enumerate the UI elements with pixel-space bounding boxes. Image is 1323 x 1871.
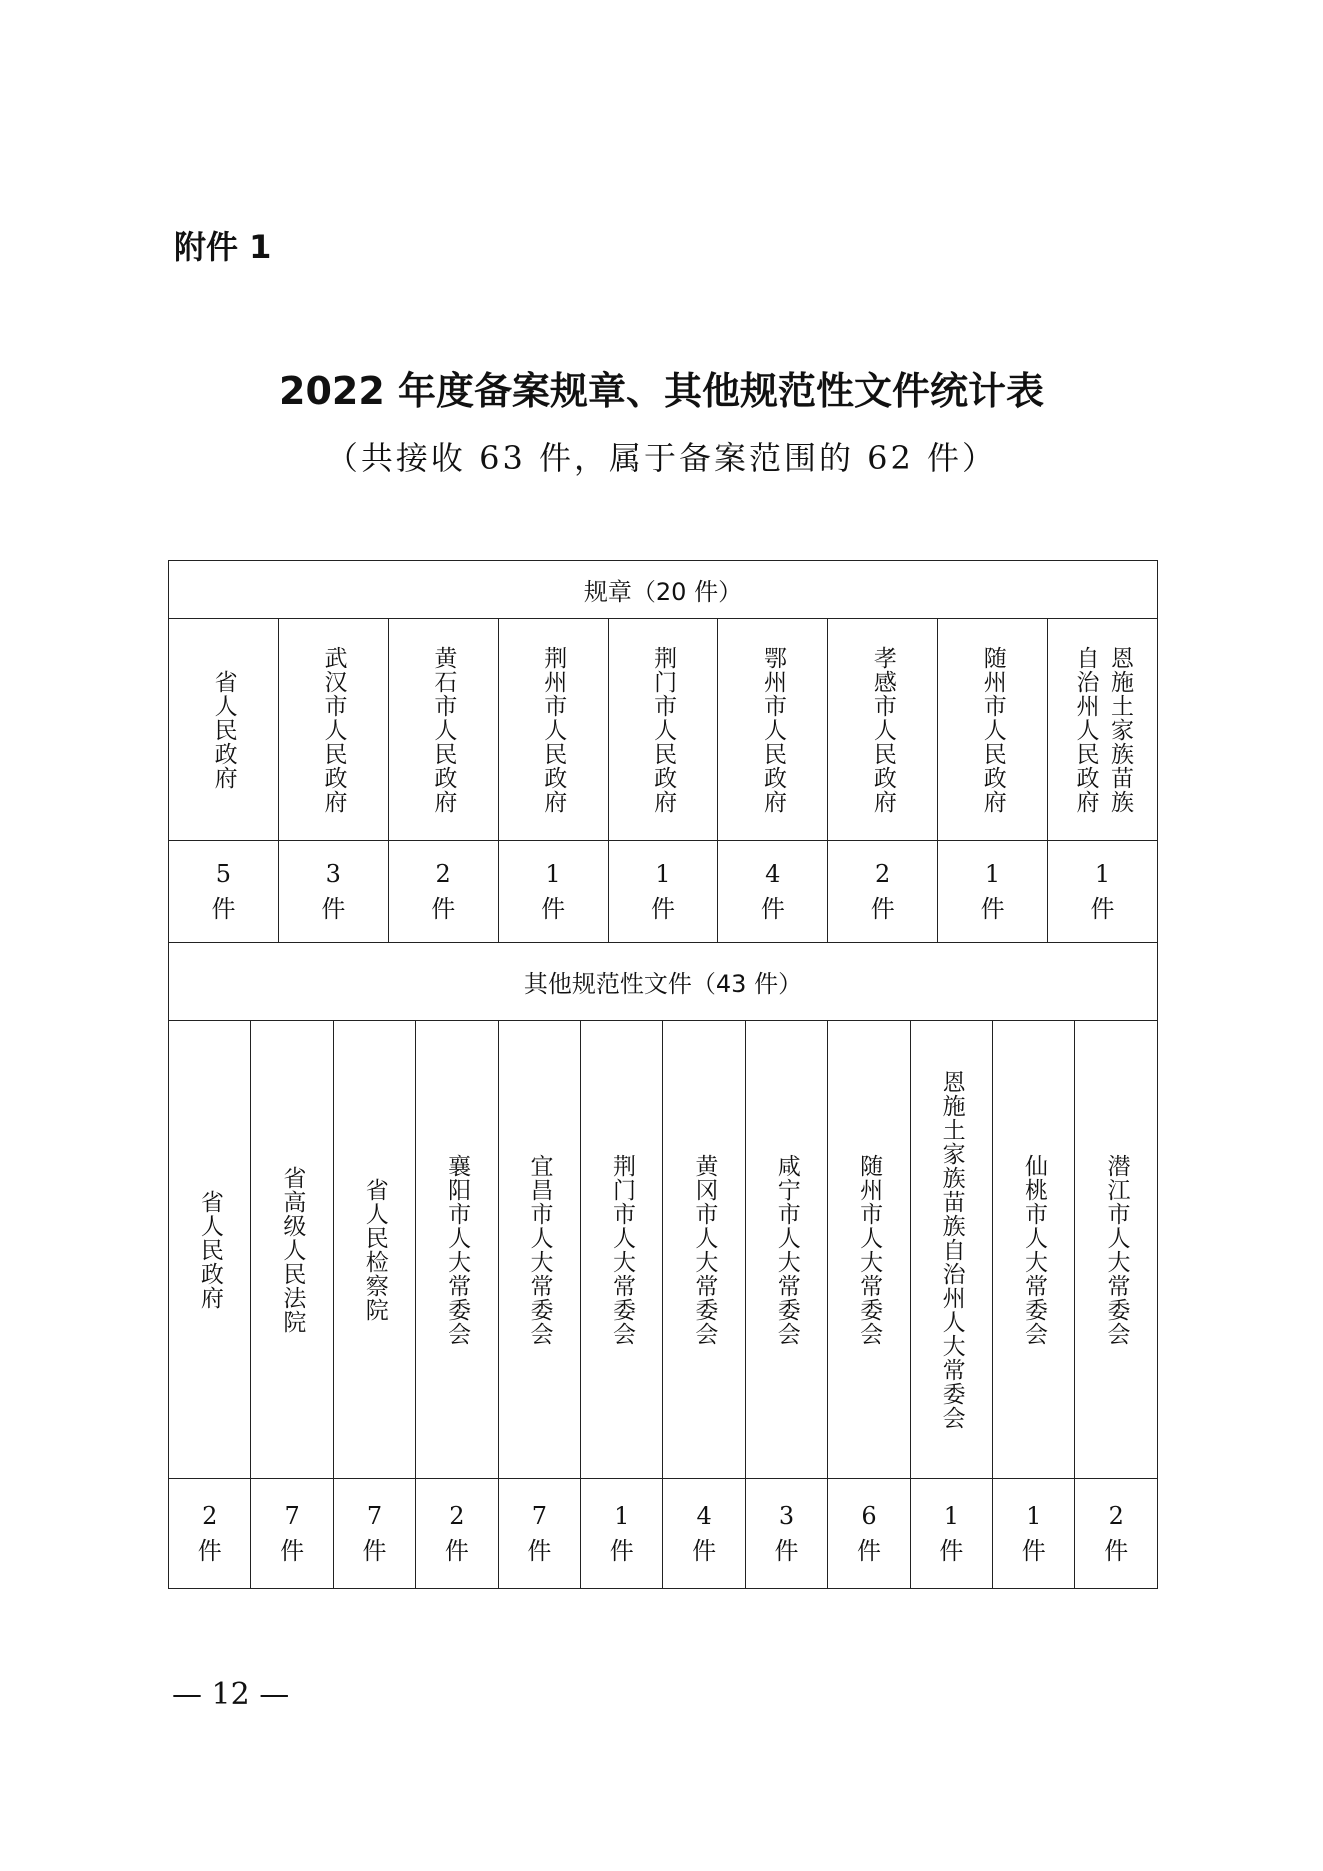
agency-name-two-column — [1048, 646, 1157, 814]
rules-header-row — [169, 561, 1158, 619]
page-number: — 12 — — [172, 1677, 290, 1712]
count-value: 4 — [765, 859, 781, 888]
others-agency-cell — [910, 1021, 992, 1479]
agency-name: 孝感市人民政府 — [869, 645, 896, 814]
others-count-cell — [416, 1479, 498, 1589]
rules-agency-cell — [938, 619, 1048, 841]
others-agency-cell — [169, 1021, 251, 1479]
others-agency-cell — [663, 1021, 745, 1479]
rules-count-cell — [828, 841, 938, 943]
agency-name: 荆州市人民政府 — [540, 645, 567, 814]
others-count-cell — [333, 1479, 415, 1589]
document-subtitle: （共接收 63 件，属于备案范围的 62 件） — [325, 439, 998, 477]
rules-agency-cell — [828, 619, 938, 841]
others-agency-cell — [251, 1021, 333, 1479]
others-agency-cell — [498, 1021, 580, 1479]
count-value: 6 — [861, 1501, 877, 1530]
count-value: 7 — [366, 1501, 383, 1530]
count-unit: 件 — [760, 894, 785, 923]
agency-name: 襄阳市人大常委会 — [444, 1153, 471, 1346]
others-count-cell — [169, 1479, 251, 1589]
others-heading: 其他规范性文件（43 件） — [169, 943, 1158, 1021]
count-unit: 件 — [211, 894, 236, 923]
count-unit: 件 — [362, 1536, 387, 1565]
rules-agency-row — [169, 619, 1158, 841]
rules-agency-cell — [278, 619, 388, 841]
rules-count-row — [169, 841, 1158, 943]
others-agency-cell — [1075, 1021, 1158, 1479]
count-value: 1 — [943, 1501, 959, 1530]
rules-agency-cell — [608, 619, 718, 841]
agency-name: 随州市人民政府 — [979, 645, 1006, 814]
rules-count-cell — [938, 841, 1048, 943]
agency-name: 恩施土家族苗族自治州人大常委会 — [938, 1069, 965, 1430]
agency-name: 仙桃市人大常委会 — [1020, 1153, 1047, 1346]
count-value: 3 — [325, 859, 341, 888]
count-unit: 件 — [431, 894, 456, 923]
agency-name: 省高级人民法院 — [279, 1165, 306, 1334]
rules-count-cell — [718, 841, 828, 943]
others-agency-cell — [333, 1021, 415, 1479]
attachment-label: 附件 1 — [174, 228, 272, 266]
others-count-cell — [498, 1479, 580, 1589]
others-agency-cell — [993, 1021, 1075, 1479]
agency-name: 黄石市人民政府 — [430, 645, 457, 814]
others-agency-cell — [828, 1021, 910, 1479]
others-agency-cell — [581, 1021, 663, 1479]
document-title: 2022 年度备案规章、其他规范性文件统计表 — [279, 369, 1044, 413]
rules-count-cell — [1048, 841, 1158, 943]
agency-name: 黄冈市人大常委会 — [691, 1153, 718, 1346]
count-value: 2 — [875, 859, 891, 888]
agency-name: 荆门市人民政府 — [650, 645, 677, 814]
agency-name: 省人民检察院 — [361, 1177, 388, 1322]
count-value: 1 — [545, 859, 561, 888]
count-unit: 件 — [774, 1536, 799, 1565]
rules-count-cell — [388, 841, 498, 943]
others-count-cell — [745, 1479, 827, 1589]
rules-heading: 规章（20 件） — [169, 561, 1158, 619]
rules-agency-cell — [718, 619, 828, 841]
count-unit: 件 — [650, 894, 675, 923]
others-header-row — [169, 943, 1158, 1021]
agency-name: 鄂州市人民政府 — [760, 645, 787, 814]
count-value: 1 — [1094, 859, 1111, 888]
count-unit: 件 — [541, 894, 566, 923]
count-unit: 件 — [1104, 1536, 1129, 1565]
others-count-cell — [828, 1479, 910, 1589]
count-unit: 件 — [321, 894, 346, 923]
count-value: 5 — [215, 859, 232, 888]
agency-name-part: 恩施土家族苗族 — [1106, 645, 1133, 814]
agency-name: 武汉市人民政府 — [320, 645, 347, 814]
count-unit: 件 — [1090, 894, 1115, 923]
rules-agency-cell — [169, 619, 279, 841]
count-unit: 件 — [197, 1536, 222, 1565]
count-unit: 件 — [980, 894, 1005, 923]
others-count-cell — [251, 1479, 333, 1589]
others-agency-cell — [745, 1021, 827, 1479]
others-count-cell — [993, 1479, 1075, 1589]
count-value: 2 — [435, 859, 451, 888]
count-unit: 件 — [609, 1536, 634, 1565]
rules-count-cell — [608, 841, 718, 943]
count-unit: 件 — [692, 1536, 717, 1565]
count-unit: 件 — [870, 894, 895, 923]
rules-agency-cell — [1048, 619, 1158, 841]
count-value: 4 — [696, 1501, 712, 1530]
count-unit: 件 — [856, 1536, 881, 1565]
statistics-table — [168, 560, 1158, 1589]
agency-name: 随州市人大常委会 — [856, 1153, 883, 1346]
count-unit: 件 — [527, 1536, 552, 1565]
others-count-cell — [581, 1479, 663, 1589]
count-value: 1 — [984, 859, 1001, 888]
agency-name: 宜昌市人大常委会 — [526, 1153, 553, 1346]
count-value: 3 — [778, 1501, 795, 1530]
others-count-cell — [910, 1479, 992, 1589]
others-agency-cell — [416, 1021, 498, 1479]
count-unit: 件 — [444, 1536, 469, 1565]
rules-count-cell — [278, 841, 388, 943]
count-unit: 件 — [1021, 1536, 1046, 1565]
count-value: 7 — [531, 1501, 547, 1530]
count-value: 1 — [655, 859, 671, 888]
count-value: 7 — [284, 1501, 300, 1530]
agency-name-part: 自治州人民政府 — [1072, 645, 1099, 814]
count-value: 1 — [614, 1501, 630, 1530]
agency-name: 潜江市人大常委会 — [1103, 1153, 1130, 1346]
rules-agency-cell — [388, 619, 498, 841]
count-value: 1 — [1026, 1501, 1042, 1530]
rules-count-cell — [169, 841, 279, 943]
others-agency-row — [169, 1021, 1158, 1479]
agency-name: 咸宁市人大常委会 — [773, 1153, 800, 1346]
count-value: 2 — [202, 1501, 218, 1530]
rules-count-cell — [498, 841, 608, 943]
count-unit: 件 — [939, 1536, 964, 1565]
count-value: 2 — [1108, 1501, 1124, 1530]
count-unit: 件 — [280, 1536, 305, 1565]
others-count-cell — [1075, 1479, 1158, 1589]
rules-agency-cell — [498, 619, 608, 841]
count-value: 2 — [449, 1501, 465, 1530]
agency-name: 省人民政府 — [196, 1189, 223, 1310]
others-count-row — [169, 1479, 1158, 1589]
others-count-cell — [663, 1479, 745, 1589]
agency-name: 荆门市人大常委会 — [608, 1153, 635, 1346]
agency-name: 省人民政府 — [210, 669, 237, 790]
